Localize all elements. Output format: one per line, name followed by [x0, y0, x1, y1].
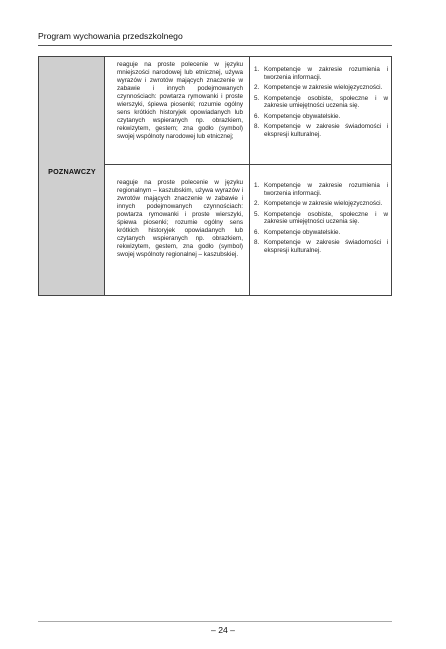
competence-item: [254, 84, 388, 92]
page-header-title: Program wychowania przedszkolnego: [38, 31, 183, 41]
competence-number: 5.: [254, 94, 260, 102]
competence-item: [254, 66, 388, 82]
competence-number: 6.: [254, 112, 260, 120]
competence-number: 5.: [254, 210, 260, 218]
description-cell: [105, 57, 250, 164]
competences-cell: [250, 165, 392, 296]
category-label: POZNAWCZY: [48, 167, 96, 176]
table-row: [105, 57, 392, 165]
competence-number: 1.: [254, 66, 260, 73]
table-row: [105, 165, 392, 296]
competence-number: 8.: [254, 123, 260, 130]
competence-item: [254, 113, 388, 121]
competence-item: [254, 123, 388, 139]
competence-text: Kompetencje osobiste, społeczne i w zakresie umiejętności uczenia się.: [264, 94, 388, 110]
competence-number: 6.: [254, 228, 260, 236]
competence-text: Kompetencje obywatelskie.: [264, 228, 341, 236]
competence-text: Kompetencje obywatelskie.: [264, 112, 341, 120]
competence-item: [254, 95, 388, 111]
category-column: [39, 57, 105, 295]
description-cell: [105, 165, 250, 296]
competence-text: Kompetencje w zakresie wielojęzyczności.: [264, 200, 383, 208]
competence-text: Kompetencje w zakresie rozumienia i tworzenia informacji.: [264, 66, 388, 81]
competence-number: 8.: [254, 239, 260, 246]
description-text: reaguje na proste polecenie w języku mniejszości narodowej lub etnicznej, używa wyrazów i zwrotów mających znaczenie w zabawie i innych podejmowanych czynnościach: powtarza rymowanki i proste wierszyki, śpiewa piosenki; rozumie ogólny sens krótkich historyjek opowiadanych lub czytanych wspieranych np. obrazkiem, rekwizytem, gestem; zna godło (symbol) swojej wspólnoty narodowej lub etnicznej;: [117, 61, 243, 141]
competences-cell: [250, 57, 392, 164]
competence-text: Kompetencje w zakresie rozumienia i tworzenia informacji.: [264, 182, 388, 197]
page-number: – 24 –: [211, 625, 235, 635]
competence-item: [254, 239, 388, 255]
competence-number: 2.: [254, 200, 260, 208]
competence-item: [254, 211, 388, 227]
competence-item: [254, 182, 388, 198]
competence-text: Kompetencje w zakresie wielojęzyczności.: [264, 84, 383, 92]
header-divider: [38, 45, 392, 46]
description-text: reaguje na proste polecenie w języku regionalnym – kaszubskim, używa wyrazów i zwrotów mających znaczenie w zabawie i innych podejmowanych czynnościach: powtarza rymowanki i proste wierszyki, śpiewa piosenki; rozumie ogólny sens krótkich historyjek opowiadanych lub czytanych wspieranych np. obrazkiem, rekwizytem, gestem, zna godło (symbol) swojej wspólnoty regionalnej – kaszubskiej.: [117, 179, 243, 259]
curriculum-table: [38, 56, 392, 296]
competence-text: Kompetencje w zakresie świadomości i ekspresji kulturalnej.: [264, 123, 388, 138]
competence-item: [254, 229, 388, 237]
competence-item: [254, 200, 388, 208]
competence-text: Kompetencje osobiste, społeczne i w zakresie umiejętności uczenia się.: [264, 210, 388, 226]
footer-divider: [38, 621, 392, 622]
competence-number: 1.: [254, 182, 260, 189]
competence-text: Kompetencje w zakresie świadomości i ekspresji kulturalnej.: [264, 239, 388, 254]
competence-number: 2.: [254, 84, 260, 92]
